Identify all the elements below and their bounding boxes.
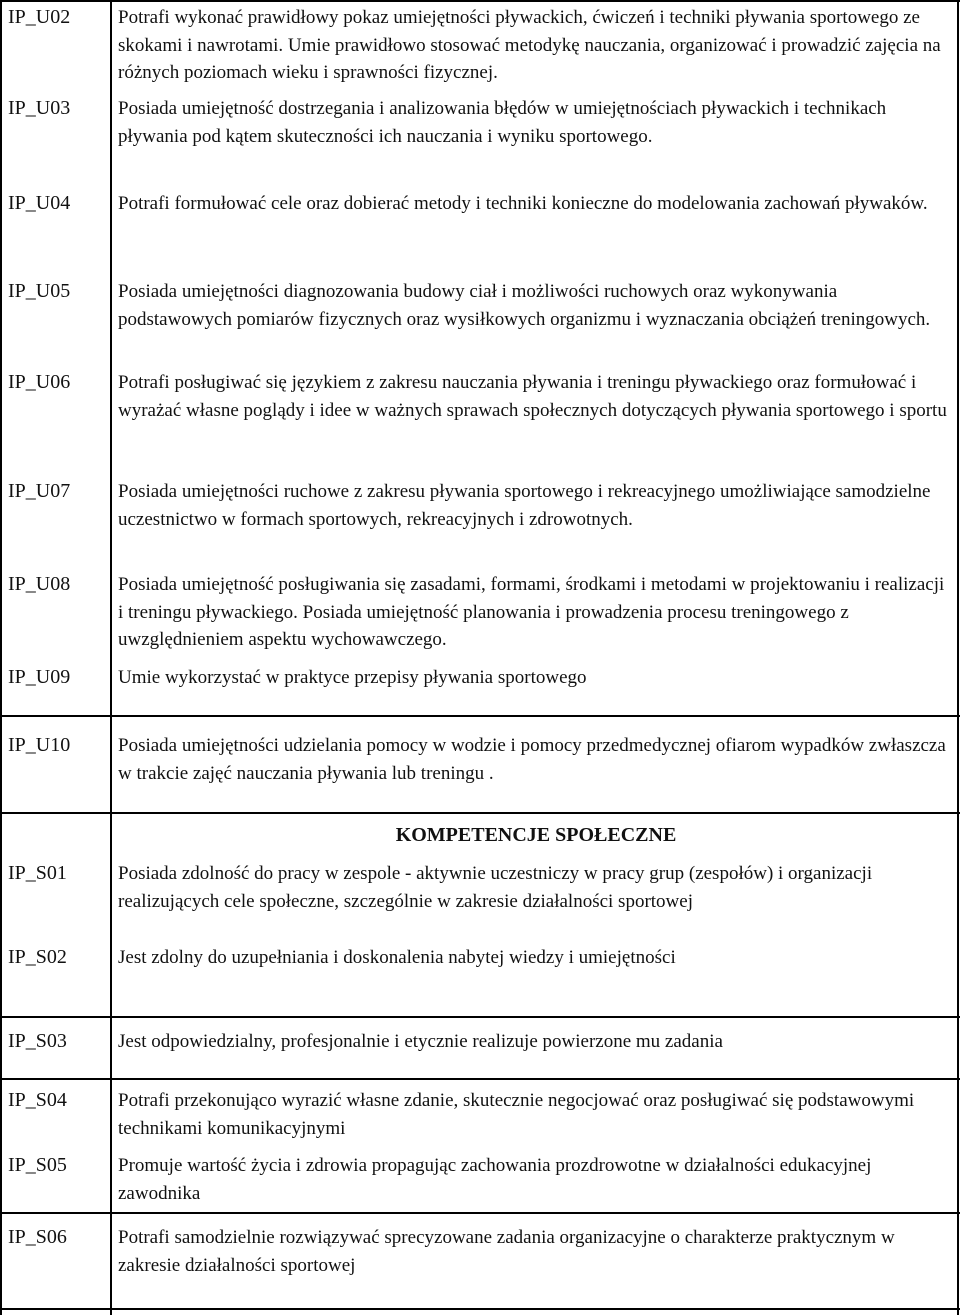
row-code: IP_S02	[8, 946, 67, 968]
border-bottom	[0, 1308, 960, 1310]
row-code: IP_U02	[8, 6, 71, 28]
table-row	[0, 728, 960, 808]
row-description: Posiada zdolność do pracy w zespole - aktywnie uczestniczy w pracy grup (zespołów) i organizacji realizujących cele społeczne, szczególnie w zakresie działalności sportowej	[118, 863, 873, 912]
row-description: Posiada umiejętności ruchowe z zakresu pływania sportowego i rekreacyjnego umożliwiające samodzielne uczestnictwo w formach sportowych, rekreacyjnych i zdrowotnych.	[118, 481, 931, 530]
table-row	[0, 0, 960, 96]
row-description: Posiada umiejętności udzielania pomocy w wodzie i pomocy przedmedycznej ofiarom wypadków zwłaszcza w trakcie zajęć nauczania pływania lub treningu .	[118, 735, 946, 784]
row-code: IP_U06	[8, 371, 71, 393]
row-divider	[0, 715, 960, 717]
table-row	[0, 1220, 960, 1290]
table-row	[0, 660, 960, 700]
row-description: Posiada umiejętności diagnozowania budowy ciał i możliwości ruchowych oraz wykonywania podstawowych pomiarów fizycznych oraz wysiłkowych organizmu i wyznaczania obciążeń treningowych.	[118, 281, 931, 330]
row-divider	[0, 812, 960, 814]
table-row	[0, 1083, 960, 1147]
table-row	[0, 1024, 960, 1068]
row-code: IP_U08	[8, 573, 71, 595]
row-divider	[0, 1212, 960, 1214]
table-row	[0, 940, 960, 982]
row-code: IP_U05	[8, 280, 71, 302]
row-divider	[0, 1078, 960, 1080]
table-row	[0, 1148, 960, 1208]
table-row	[0, 474, 960, 566]
row-description: Potrafi formułować cele oraz dobierać metody i techniki konieczne do modelowania zachowań pływaków.	[118, 193, 928, 214]
row-code: IP_U09	[8, 666, 71, 688]
row-code: IP_U04	[8, 192, 71, 214]
row-description: Posiada umiejętność posługiwania się zasadami, formami, środkami i metodami w projektowaniu i realizacji i treningu pływackiego. Posiada umiejętność planowania i prowadzenia procesu treningowego z uwzględnieniem aspektu wychowawczego.	[118, 574, 945, 650]
table-row	[0, 365, 960, 469]
row-description: Jest zdolny do uzupełniania i doskonalenia nabytej wiedzy i umiejętności	[118, 947, 676, 968]
row-description: Promuje wartość życia i zdrowia propagując zachowania prozdrowotne w działalności edukacyjnej zawodnika	[118, 1155, 872, 1204]
section-heading: KOMPETENCJE SPOŁECZNE	[395, 824, 677, 846]
row-description: Jest odpowiedzialny, profesjonalnie i etycznie realizuje powierzone mu zadania	[118, 1031, 723, 1052]
row-code: IP_U10	[8, 734, 71, 756]
row-description: Potrafi samodzielnie rozwiązywać sprecyzowane zadania organizacyjne o charakterze praktycznym w zakresie działalności sportowej	[118, 1227, 895, 1276]
row-description: Posiada umiejętność dostrzegania i analizowania błędów w umiejętnościach pływackich i technikach pływania pod kątem skuteczności ich nauczania i wyniku sportowego.	[118, 98, 887, 147]
row-description: Umie wykorzystać w praktyce przepisy pływania sportowego	[118, 667, 587, 688]
row-code: IP_U07	[8, 480, 71, 502]
row-description: Potrafi przekonująco wyrazić własne zdanie, skutecznie negocjować oraz posługiwać się podstawowymi technikami komunikacyjnymi	[118, 1090, 915, 1139]
row-code: IP_S04	[8, 1089, 67, 1111]
row-description: Potrafi wykonać prawidłowy pokaz umiejętności pływackich, ćwiczeń i techniki pływania sportowego ze skokami i nawrotami. Umie prawidłowo stosować metodykę nauczania, organizować i prowadzić zajęcia na różnych poziomach wieku i sprawności fizycznej.	[118, 7, 941, 83]
row-code: IP_S06	[8, 1226, 67, 1248]
table-row	[0, 186, 960, 270]
row-code: IP_S01	[8, 862, 67, 884]
table-row	[0, 856, 960, 942]
row-description: Potrafi posługiwać się językiem z zakresu nauczania pływania i treningu pływackiego oraz formułować i wyrażać własne poglądy i idee w ważnych sprawach społecznych dotyczących pływania sportowego i sportu	[118, 372, 947, 421]
table-row	[0, 567, 960, 657]
row-code: IP_U03	[8, 97, 71, 119]
row-code: IP_S05	[8, 1154, 67, 1176]
row-divider	[0, 1016, 960, 1018]
row-code: IP_S03	[8, 1030, 67, 1052]
table-row	[0, 274, 960, 364]
table-row	[0, 91, 960, 189]
